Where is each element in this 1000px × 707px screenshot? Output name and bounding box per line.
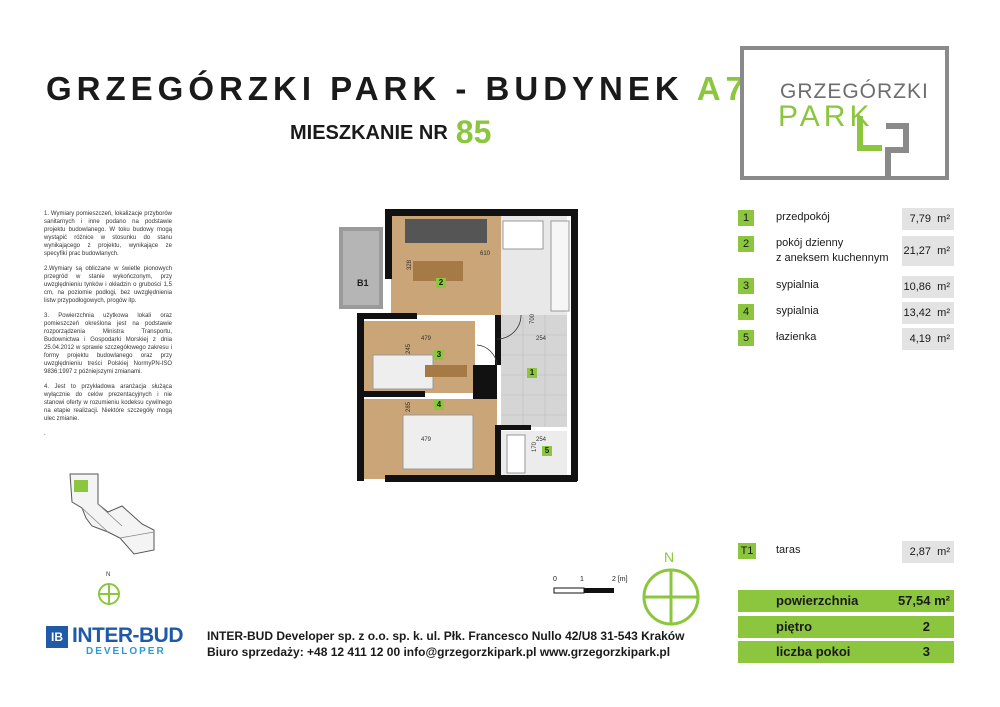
terrace-area: 2,87 m²	[902, 541, 954, 563]
floor-plan	[335, 205, 585, 487]
bed-4	[403, 415, 473, 469]
room-row-2	[738, 236, 954, 268]
scale-tick-2: 2 [m]	[612, 576, 628, 583]
room-index: 1	[738, 210, 754, 226]
brand-logo-line1: GRZEGÓRZKI	[780, 80, 929, 103]
sofa	[405, 219, 487, 243]
north-arrow-icon	[640, 566, 702, 628]
north-big-label: N	[664, 549, 675, 565]
room-area: 13,42 m²	[902, 302, 954, 324]
room-name: sypialnia	[776, 305, 819, 317]
room-row-5	[738, 328, 954, 358]
scale-tick-0: 0	[553, 576, 557, 583]
dim-254-a: 254	[536, 336, 547, 342]
room-area: 10,86 m²	[902, 276, 954, 298]
note-5: .	[44, 431, 46, 437]
note-4: 4. Jest to przykładowa aranżacja służąca wyłącznie do celów prezentacyjnych i nie stanowi oferty w rozumieniu kodeksu cywilnego na etapie realizacji. Niektóre szczegóły mogą ulec zmianie.	[44, 384, 172, 422]
dining-table	[503, 221, 543, 249]
company-address: INTER-BUD Developer sp. z o.o. sp. k. ul. Płk. Francesco Nullo 42/U8 31-543 Kraków	[207, 629, 685, 643]
developer-logo-sub: DEVELOPER	[86, 646, 166, 657]
summary-area-label: powierzchnia	[776, 593, 859, 608]
room-mark-5: 5	[542, 446, 552, 456]
room-area: 4,19 m²	[902, 328, 954, 350]
brand-logo-line2: PARK	[778, 100, 874, 133]
building-code: A7	[696, 70, 749, 107]
note-1: 1. Wymiary pomieszczeń, lokalizacje przyborów sanitarnych i inne podano na podstawie projektu budowlanego. W toku budowy mogą wystąpić różnice w stosunku do stanu wynikającego z projektu, wynikające ze specyfiki prac budowlanych.	[44, 211, 172, 257]
summary-floor	[738, 616, 954, 638]
summary-area	[738, 590, 954, 612]
apartment-number: 85	[455, 114, 492, 150]
north-arrow-small	[95, 578, 125, 608]
dim-479-a: 479	[421, 336, 432, 342]
company-contact: Biuro sprzedaży: +48 12 411 12 00 info@grzegorzkipark.pl www.grzegorzkipark.pl	[207, 645, 671, 659]
room-index: 4	[738, 304, 754, 320]
bathtub	[507, 435, 525, 473]
room-index: 5	[738, 330, 754, 346]
room-area: 7,79 m²	[902, 208, 954, 230]
summary-area-value: 57,54 m²	[897, 593, 950, 608]
dim-610: 610	[480, 251, 491, 257]
dim-170: 170	[532, 441, 539, 453]
room-index: 3	[738, 278, 754, 294]
room-mark-1: 1	[527, 368, 537, 378]
room-name: łazienka	[776, 331, 817, 343]
summary-rooms-label: liczba pokoi	[776, 644, 851, 659]
room-name: sypialnia	[776, 279, 819, 291]
terrace-row	[738, 541, 954, 571]
room-area: 21,27 m²	[902, 236, 954, 266]
north-small-label: N	[106, 572, 111, 578]
note-3: 3. Powierzchnia użytkowa lokali oraz pomieszczeń określona jest na podstawie rozporządzenia Ministra Transportu, Budownictwa i Gospodarki Morskiej z dnia 25.04.2012 w sprawie szczegółowego zakresu i formy projektu budowlanego oraz przy uwzględnieniu treści Polskiej NormyPN-ISO 9836:1997 z późniejszymi zmianami.	[44, 313, 172, 375]
balcony-label: B1	[357, 278, 369, 288]
dim-479-b: 479	[421, 437, 432, 443]
building-key-plan	[62, 470, 172, 570]
notes-block	[44, 210, 172, 445]
summary-rooms-value: 3	[922, 644, 930, 659]
dim-328: 328	[407, 259, 414, 271]
room-mark-2: 2	[436, 278, 446, 288]
title-text: GRZEGÓRZKI PARK - BUDYNEK	[46, 70, 684, 107]
scale-bar	[553, 587, 617, 595]
dim-700: 700	[530, 313, 537, 325]
summary-floor-value: 2	[922, 619, 930, 634]
dim-285: 285	[406, 401, 413, 413]
apartment-heading	[290, 114, 491, 151]
room-row-1	[738, 208, 954, 238]
room-mark-4: 4	[434, 400, 444, 410]
room-index: 2	[738, 236, 754, 252]
page-title	[46, 70, 749, 108]
kitchen-counter	[551, 221, 569, 311]
developer-logo-name: INTER-BUD	[72, 624, 183, 647]
room-name: przedpokój	[776, 211, 830, 223]
scale-tick-1: 1	[580, 576, 584, 583]
dim-245: 245	[406, 343, 413, 355]
room-mark-3: 3	[434, 350, 444, 360]
summary-rooms	[738, 641, 954, 663]
apartment-label: MIESZKANIE NR	[290, 122, 448, 144]
bed-3	[373, 355, 433, 389]
developer-logo-mark: IB	[46, 626, 68, 648]
summary-floor-label: piętro	[776, 619, 813, 634]
terrace-index: T1	[738, 543, 756, 559]
terrace-name: taras	[776, 544, 801, 556]
dim-254-b: 254	[536, 437, 547, 443]
brand-logo-mark	[856, 112, 916, 184]
note-2: 2.Wymiary są obliczane w świetle pionowych przegród w stanie wykończonym, przy uwzględnieniu tynków i okładzin o grubości 1,5 cm, na poziomie podłogi, bez uwzględnienia listw przypodłogowych, progów itp.	[44, 266, 172, 304]
room-name: pokój dzienny z aneksem kuchennym	[776, 237, 889, 264]
